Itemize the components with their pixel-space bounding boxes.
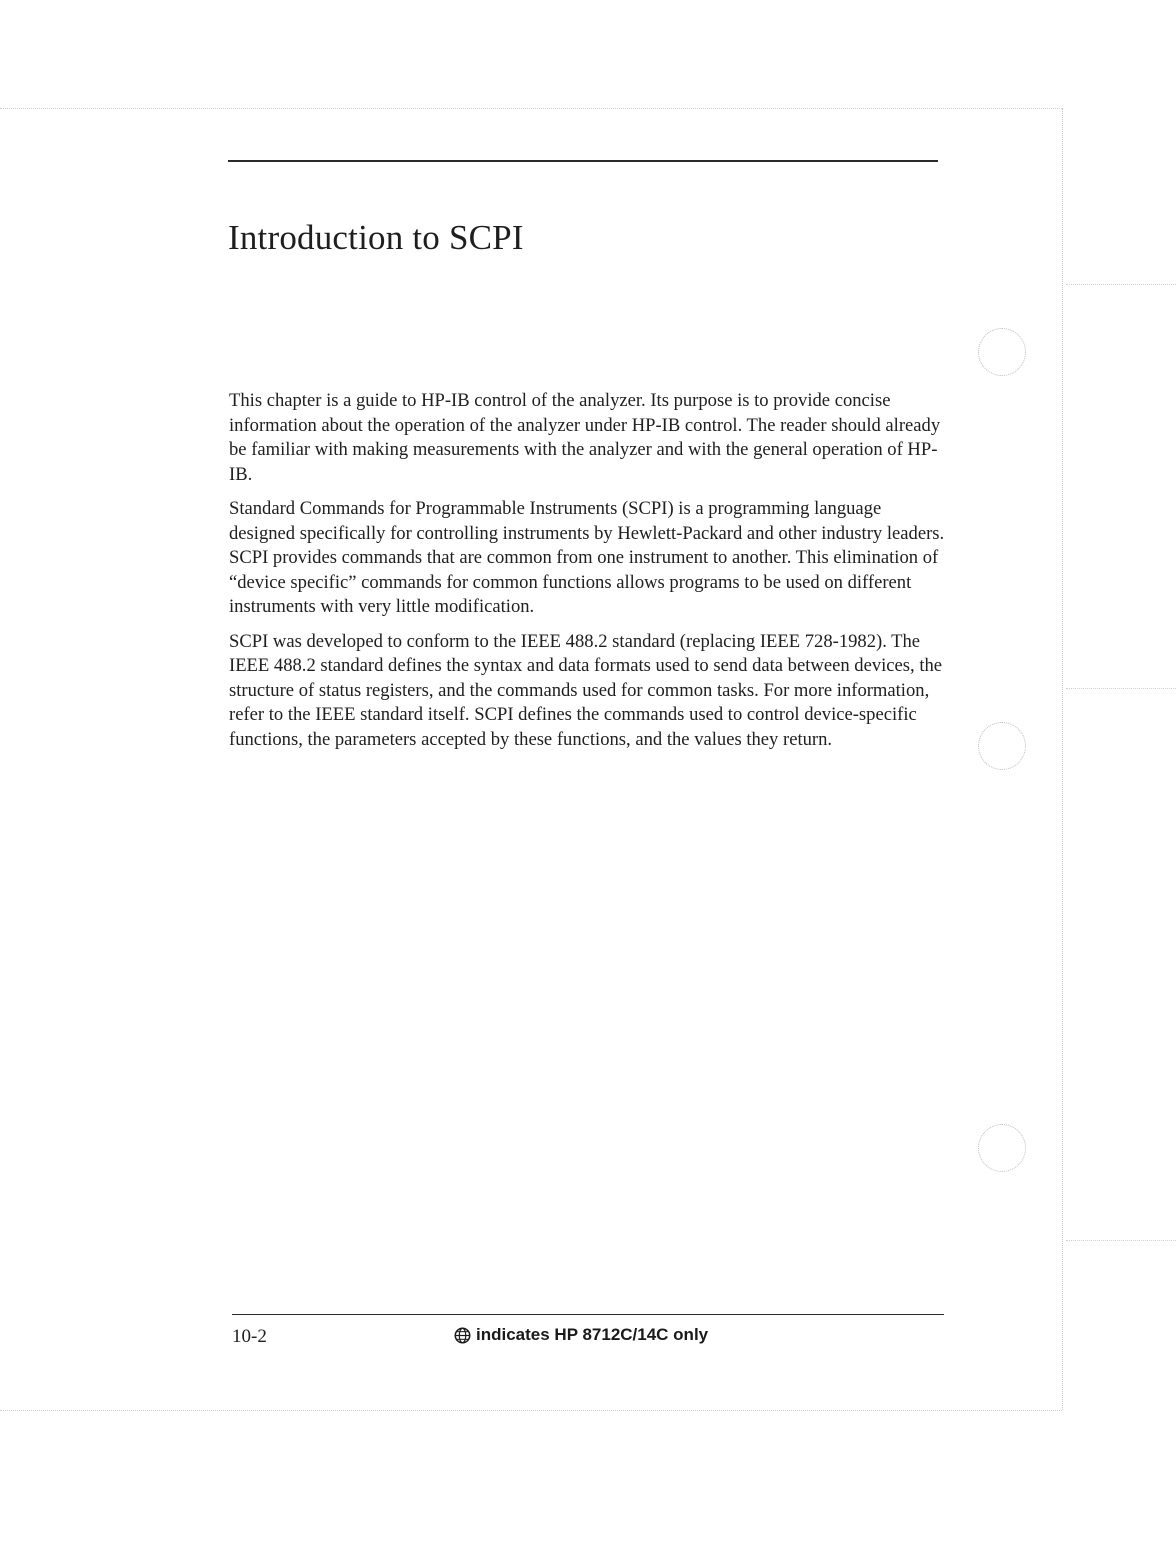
- scan-edge-top: [0, 108, 1062, 109]
- page-title: Introduction to SCPI: [228, 218, 524, 257]
- binder-hole: [978, 722, 1026, 770]
- paragraph-ieee-standard: SCPI was developed to conform to the IEEE 488.2 standard (replacing IEEE 728-1982). The IEEE 488.2 standard defines the syntax and data formats used to send data between devices, the structure of status registers, and the commands used for common tasks. For more information, refer to the IEEE standard itself. SCPI defines the commands used to control device-specific functions, the parameters accepted by these functions, and the values they return.: [229, 630, 943, 750]
- paragraph-scpi-definition: Standard Commands for Programmable Instruments (SCPI) is a programming language designed specifically for controlling instruments by Hewlett-Packard and other industry leaders. SCPI provides commands that are common from one instrument to another. This elimination of “device specific” commands for common functions allows programs to be used on different instruments with very little modification.: [229, 498, 945, 617]
- scan-edge-right: [1062, 108, 1063, 1410]
- body-text: [229, 389, 947, 762]
- page-number: 10-2: [232, 1326, 267, 1347]
- footer-note-text: indicates HP 8712C/14C only: [476, 1325, 709, 1344]
- footer-note: [454, 1325, 708, 1345]
- tab-divider-line: [1066, 688, 1176, 689]
- tab-divider-line: [1066, 1240, 1176, 1241]
- paragraph-intro: This chapter is a guide to HP-IB control of the analyzer. Its purpose is to provide concise information about the operation of the analyzer under HP-IB control. The reader should already be familiar with making measurements with the analyzer and with the general operation of HP-IB.: [229, 390, 941, 485]
- binder-hole: [978, 328, 1026, 376]
- scan-edge-bottom: [0, 1410, 1062, 1411]
- tab-divider-line: [1066, 284, 1176, 285]
- globe-icon: [454, 1327, 471, 1344]
- header-rule: [228, 160, 938, 162]
- binder-hole: [978, 1124, 1026, 1172]
- footer-rule: [232, 1314, 944, 1315]
